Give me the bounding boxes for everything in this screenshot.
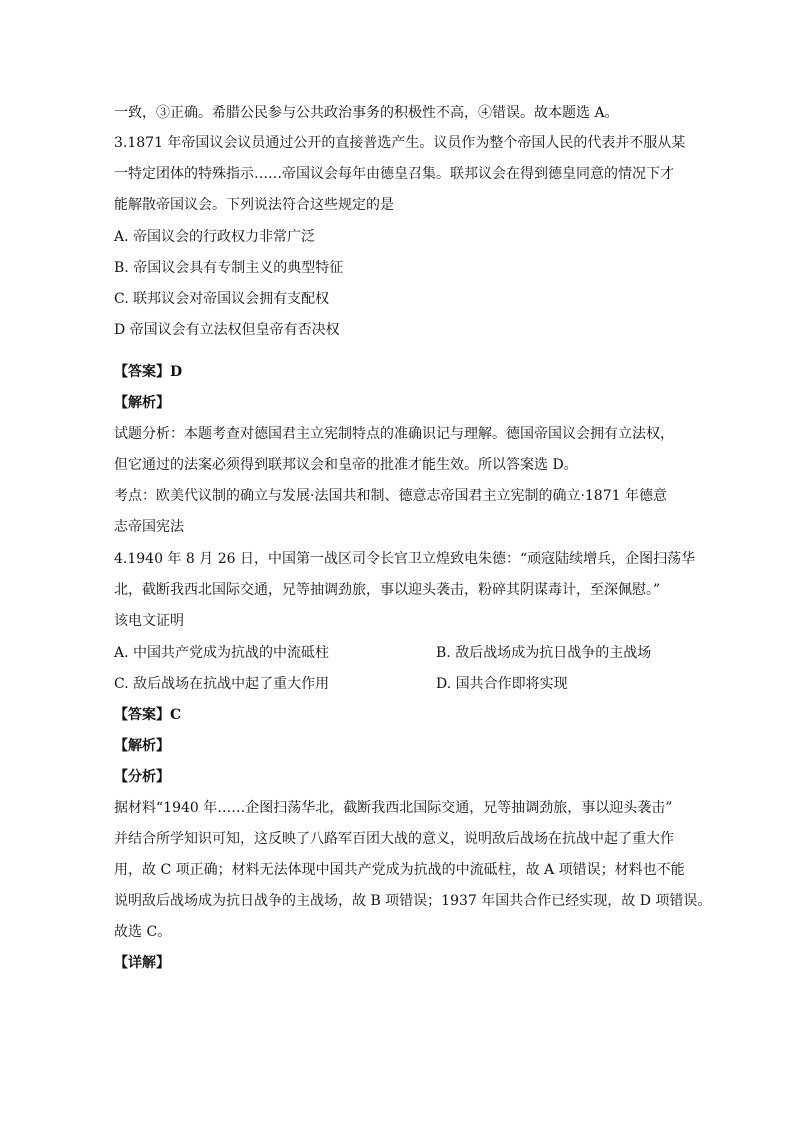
q4-conclusion: 故选 C。 (114, 924, 172, 940)
q3-option-a: A. 帝国议会的行政权力非常广泛 (114, 229, 316, 245)
q4-option-a: A. 中国共产党成为抗战的中流砥柱 (114, 645, 330, 661)
prev-explanation-end: 一致，③正确。希腊公民参与公共政治事务的积极性不高，④错误。故本题选 A。 (114, 105, 619, 121)
q3-kaodian-line-2: 志帝国宪法 (114, 519, 184, 535)
q3-stem-line-1: 3.1871 年帝国议会议员通过公开的直接普选产生。议员作为整个帝国人民的代表并不服从某 (114, 135, 686, 151)
q3-stem-line-3: 能解散帝国议会。下列说法符合这些规定的是 (114, 197, 394, 213)
q4-option-c: C. 敌后战场在抗战中起了重大作用 (114, 676, 330, 692)
q3-stem-line-2: 一特定团体的特殊指示……帝国议会每年由德皇召集。联邦议会在得到德皇同意的情况下才 (114, 166, 674, 182)
q3-option-d: D 帝国议会有立法权但皇帝有否决权 (114, 322, 340, 338)
q4-answer: 【答案】C (114, 707, 182, 723)
q4-fenxi-heading: 【分析】 (114, 769, 170, 785)
q3-option-b: B. 帝国议会具有专制主义的典型特征 (114, 260, 344, 276)
q3-kaodian-line-1: 考点：欧美代议制的确立与发展·法国共和制、德意志帝国君主立宪制的确立·1871 年德意 (114, 488, 667, 504)
q4-analysis-heading: 【解析】 (114, 738, 170, 754)
q4-analysis-line-1: 据材料“1940 年……企图扫荡华北，截断我西北国际交通，兄等抽调劲旅，事以迎头袭击” (114, 800, 673, 816)
q4-analysis-line-4: 说明敌后战场成为抗日战争的主战场，故 B 项错误；1937 年国共合作已经实现，故 D 项错误。 (114, 893, 712, 909)
q4-option-b: B. 敌后战场成为抗日战争的主战场 (436, 645, 652, 661)
q4-detail-heading: 【详解】 (114, 955, 170, 971)
q4-analysis-line-2: 并结合所学知识可知，这反映了八路军百团大战的意义，说明敌后战场在抗战中起了重大作 (114, 831, 674, 847)
q3-analysis-line-1: 试题分析：本题考查对德国君主立宪制特点的准确识记与理解。德国帝国议会拥有立法权， (114, 426, 674, 442)
q3-answer: 【答案】D (114, 364, 183, 380)
q3-analysis-heading: 【解析】 (114, 395, 170, 411)
q4-analysis-line-3: 用，故 C 项正确；材料无法体现中国共产党成为抗战的中流砥柱，故 A 项错误；材料也不能 (114, 862, 685, 878)
q4-option-d: D. 国共合作即将实现 (436, 676, 568, 692)
q4-stem-line-1: 4.1940 年 8 月 26 日，中国第一战区司令长官卫立煌致电朱德：“顽寇陆续增兵，企图扫荡华 (114, 551, 696, 567)
q4-stem-line-3: 该电文证明 (114, 613, 184, 629)
q3-analysis-line-2: 但它通过的法案必须得到联邦议会和皇帝的批准才能生效。所以答案选 D。 (114, 457, 578, 473)
q3-option-c: C. 联邦议会对帝国议会拥有支配权 (114, 291, 330, 307)
q4-stem-line-2: 北，截断我西北国际交通，兄等抽调劲旅，事以迎头袭击，粉碎其阴谋毒计，至深佩慰。” (114, 582, 661, 598)
